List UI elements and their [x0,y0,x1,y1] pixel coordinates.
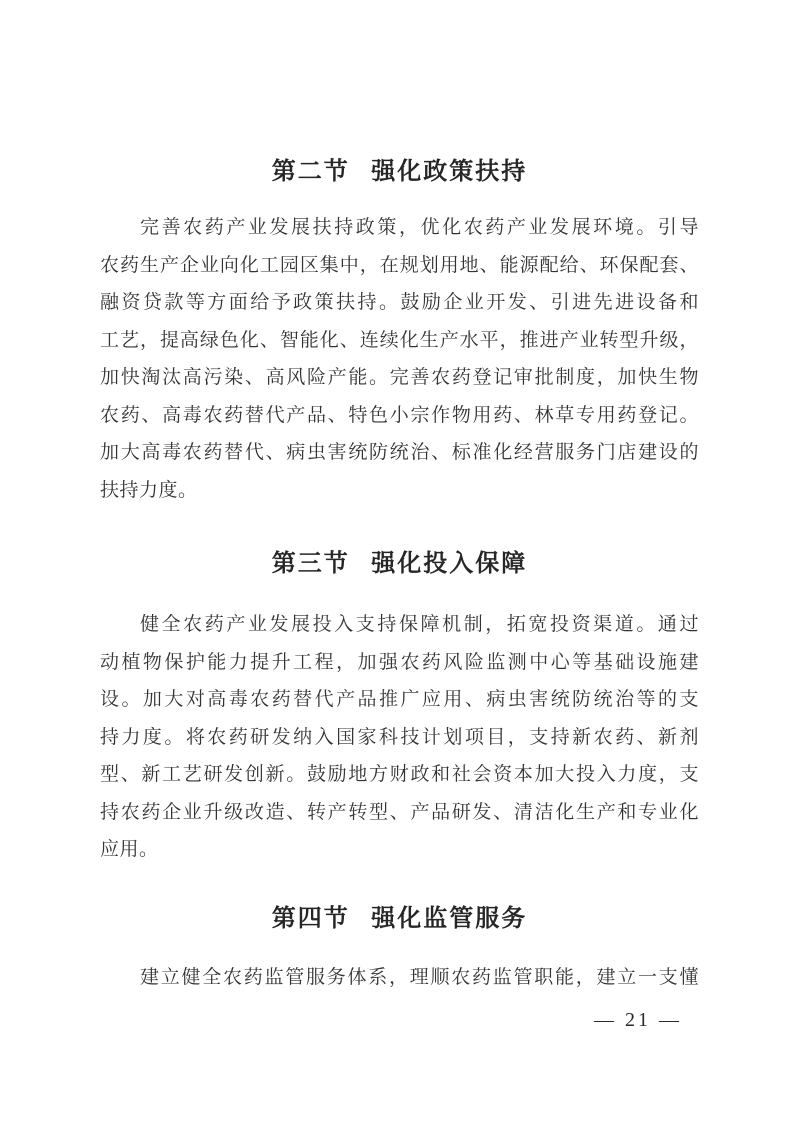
text-line: 健全农药产业发展投入支持保障机制，拓宽投资渠道。通过 [140,614,699,635]
section-number: 第二节 [271,159,350,185]
section-heading-4 [100,901,699,937]
text-line: 动植物保护能力提升工程，加强农药风险监测中心等基础设施建 [100,651,699,673]
section-heading-2 [100,154,699,190]
section-number: 第四节 [271,905,350,932]
paragraph [100,606,699,869]
text-line: 设。加大对高毒农药替代产品推广应用、病虫害统防统治等的支 [100,689,699,710]
section-number: 第三节 [271,551,350,577]
paragraph [100,959,699,997]
section-title: 强化监管服务 [371,905,528,932]
text-line: 扶持力度。 [100,479,198,501]
text-line: 持力度。将农药研发纳入国家科技计划项目，支持新农药、新剂 [100,726,699,748]
text-line: 工艺，提高绿色化、智能化、连续化生产水平，推进产业转型升级， [100,329,699,351]
text-line: 应用。 [100,839,159,860]
text-line: 加大高毒农药替代、病虫害统防统治、标准化经营服务门店建设的 [100,442,699,463]
text-line: 加快淘汰高污染、高风险产能。完善农药登记审批制度，加快生物 [100,367,699,388]
text-line: 完善农药产业发展扶持政策，优化农药产业发展环境。引导 [140,217,699,238]
text-line: 建立健全农药监管服务体系，理顺农药监管职能，建立一支懂 [140,966,699,988]
page-content [100,0,699,996]
section-heading-3 [100,546,699,582]
section-title: 强化投入保障 [371,551,528,577]
page-number: — 21 — [594,1009,682,1031]
paragraph [100,209,699,509]
text-line: 型、新工艺研发创新。鼓励地方财政和社会资本加大投入力度，支 [100,764,699,785]
text-line: 农药生产企业向化工园区集中，在规划用地、能源配给、环保配套、 [100,254,699,276]
section-title: 强化政策扶持 [371,159,528,185]
text-line: 农药、高毒农药替代产品、特色小宗作物用药、林草专用药登记。 [100,404,699,426]
text-line: 持农药企业升级改造、转产转型、产品研发、清洁化生产和专业化 [100,801,699,823]
text-line: 融资贷款等方面给予政策扶持。鼓励企业开发、引进先进设备和 [100,292,699,313]
